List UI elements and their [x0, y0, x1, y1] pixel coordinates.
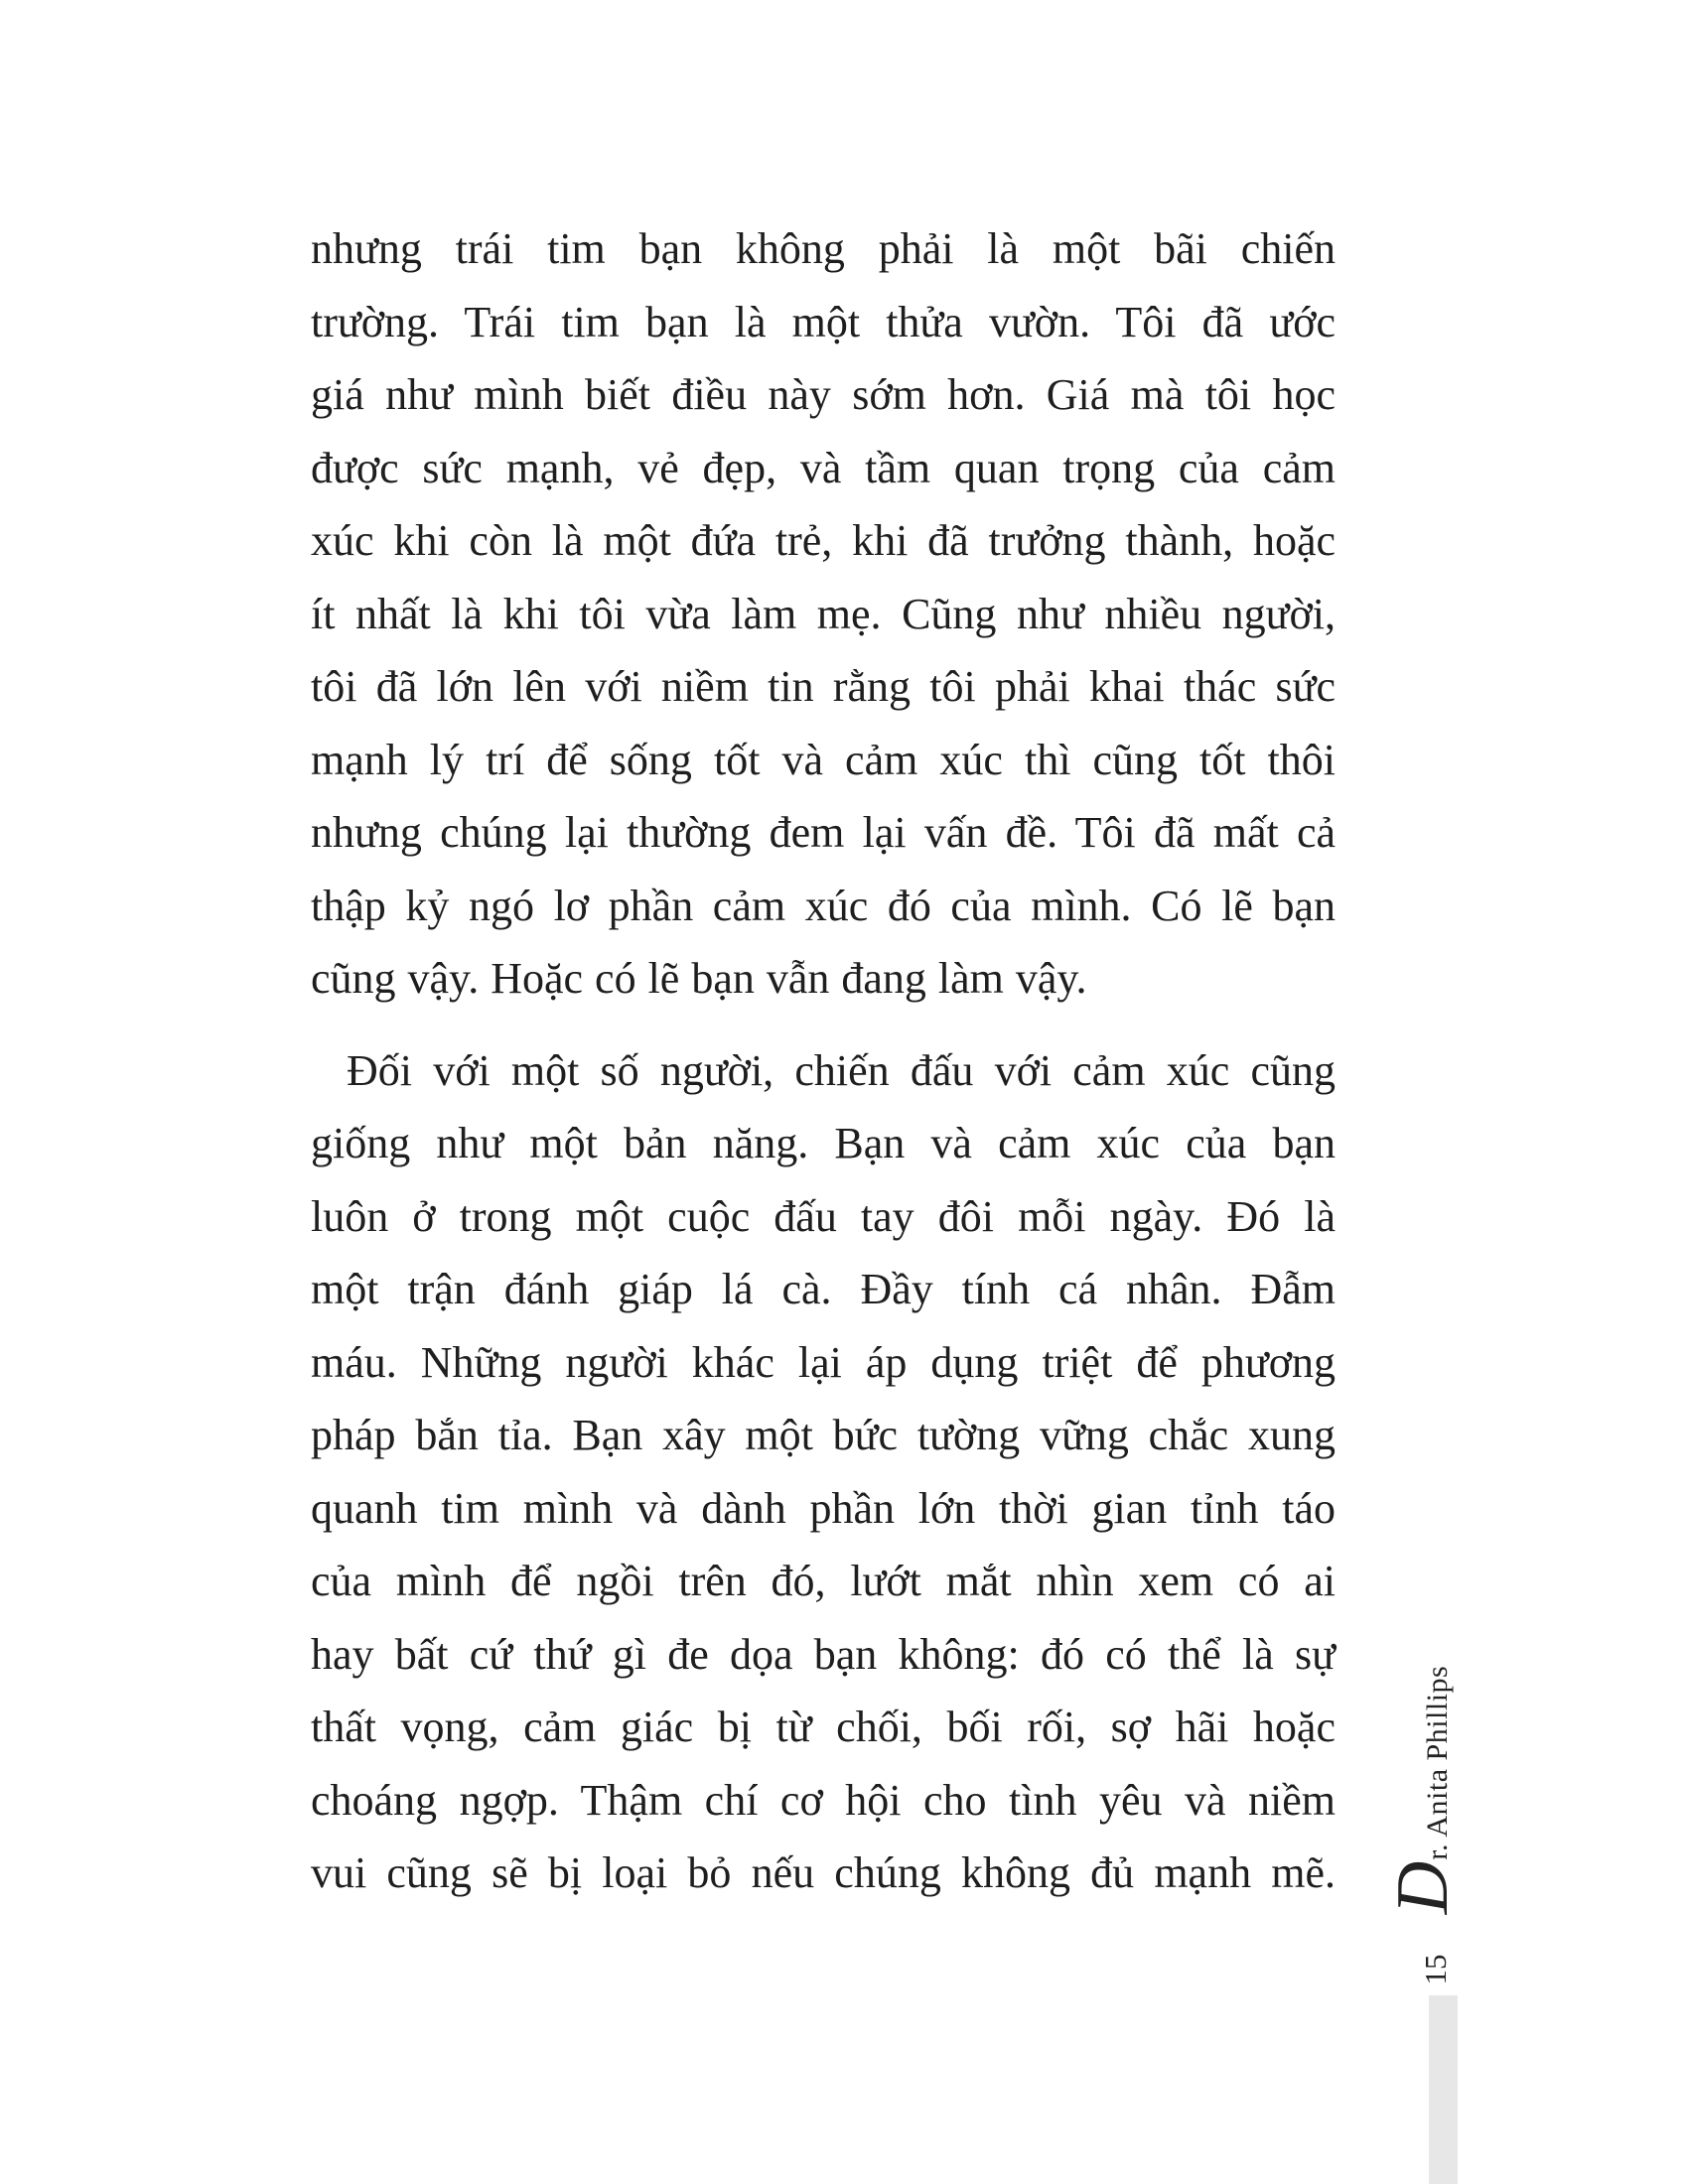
- paragraph-2: [311, 1034, 1336, 1910]
- text-line: choáng ngợp. Thậm chí cơ hội cho tình yêu và niềm: [311, 1775, 1336, 1825]
- text-line: giá như mình biết điều này sớm hơn. Giá mà tôi học: [311, 370, 1336, 419]
- text-line: được sức mạnh, vẻ đẹp, và tầm quan trọng của cảm: [311, 443, 1336, 492]
- author-name-vertical: [1382, 1636, 1476, 1944]
- text-line: thập kỷ ngó lơ phần cảm xúc đó của mình. Có lẽ bạn: [311, 881, 1336, 930]
- text-line: vui cũng sẽ bị loại bỏ nếu chúng không đủ mạnh mẽ.: [311, 1848, 1336, 1897]
- text-line: mạnh lý trí để sống tốt và cảm xúc thì cũng tốt thôi: [311, 735, 1336, 784]
- body-text: [311, 212, 1336, 1910]
- author-rest: r. Anita Phillips: [1421, 1665, 1454, 1860]
- text-line: Đối với một số người, chiến đấu với cảm xúc cũng: [347, 1045, 1336, 1095]
- text-line: một trận đánh giáp lá cà. Đầy tính cá nhân. Đẫm: [311, 1265, 1336, 1313]
- text-line: hay bất cứ thứ gì đe dọa bạn không: đó có thể là sự: [311, 1629, 1336, 1679]
- text-line: ít nhất là khi tôi vừa làm mẹ. Cũng như nhiều người,: [311, 589, 1336, 638]
- text-line: luôn ở trong một cuộc đấu tay đôi mỗi ngày. Đó là: [311, 1191, 1336, 1241]
- text-line: tôi đã lớn lên với niềm tin rằng tôi phải khai thác sức: [311, 662, 1336, 711]
- text-line: trường. Trái tim bạn là một thửa vườn. Tôi đã ước: [311, 297, 1336, 346]
- text-line: pháp bắn tỉa. Bạn xây một bức tường vững chắc xung: [311, 1411, 1336, 1459]
- text-line: cũng vậy. Hoặc có lẽ bạn vẫn đang làm vậy.: [311, 954, 1087, 1003]
- text-line: của mình để ngồi trên đó, lướt mắt nhìn xem có ai: [311, 1557, 1336, 1605]
- text-line: quanh tim mình và dành phần lớn thời gian tỉnh táo: [311, 1483, 1336, 1533]
- decorative-margin-bar: [1429, 1995, 1458, 2184]
- text-line: nhưng trái tim bạn không phải là một bãi chiến: [311, 224, 1336, 273]
- author-initial: D: [1382, 1860, 1464, 1915]
- text-line: giống như một bản năng. Bạn và cảm xúc của bạn: [311, 1119, 1336, 1167]
- paragraph-1: [311, 212, 1336, 1016]
- page-number: 15: [1418, 1954, 1453, 1985]
- text-line: thất vọng, cảm giác bị từ chối, bối rối, sợ hãi hoặc: [311, 1703, 1336, 1751]
- text-line: nhưng chúng lại thường đem lại vấn đề. Tôi đã mất cả: [311, 808, 1336, 857]
- text-line: xúc khi còn là một đứa trẻ, khi đã trưởng thành, hoặc: [311, 516, 1336, 565]
- text-line: máu. Những người khác lại áp dụng triệt để phương: [311, 1337, 1336, 1387]
